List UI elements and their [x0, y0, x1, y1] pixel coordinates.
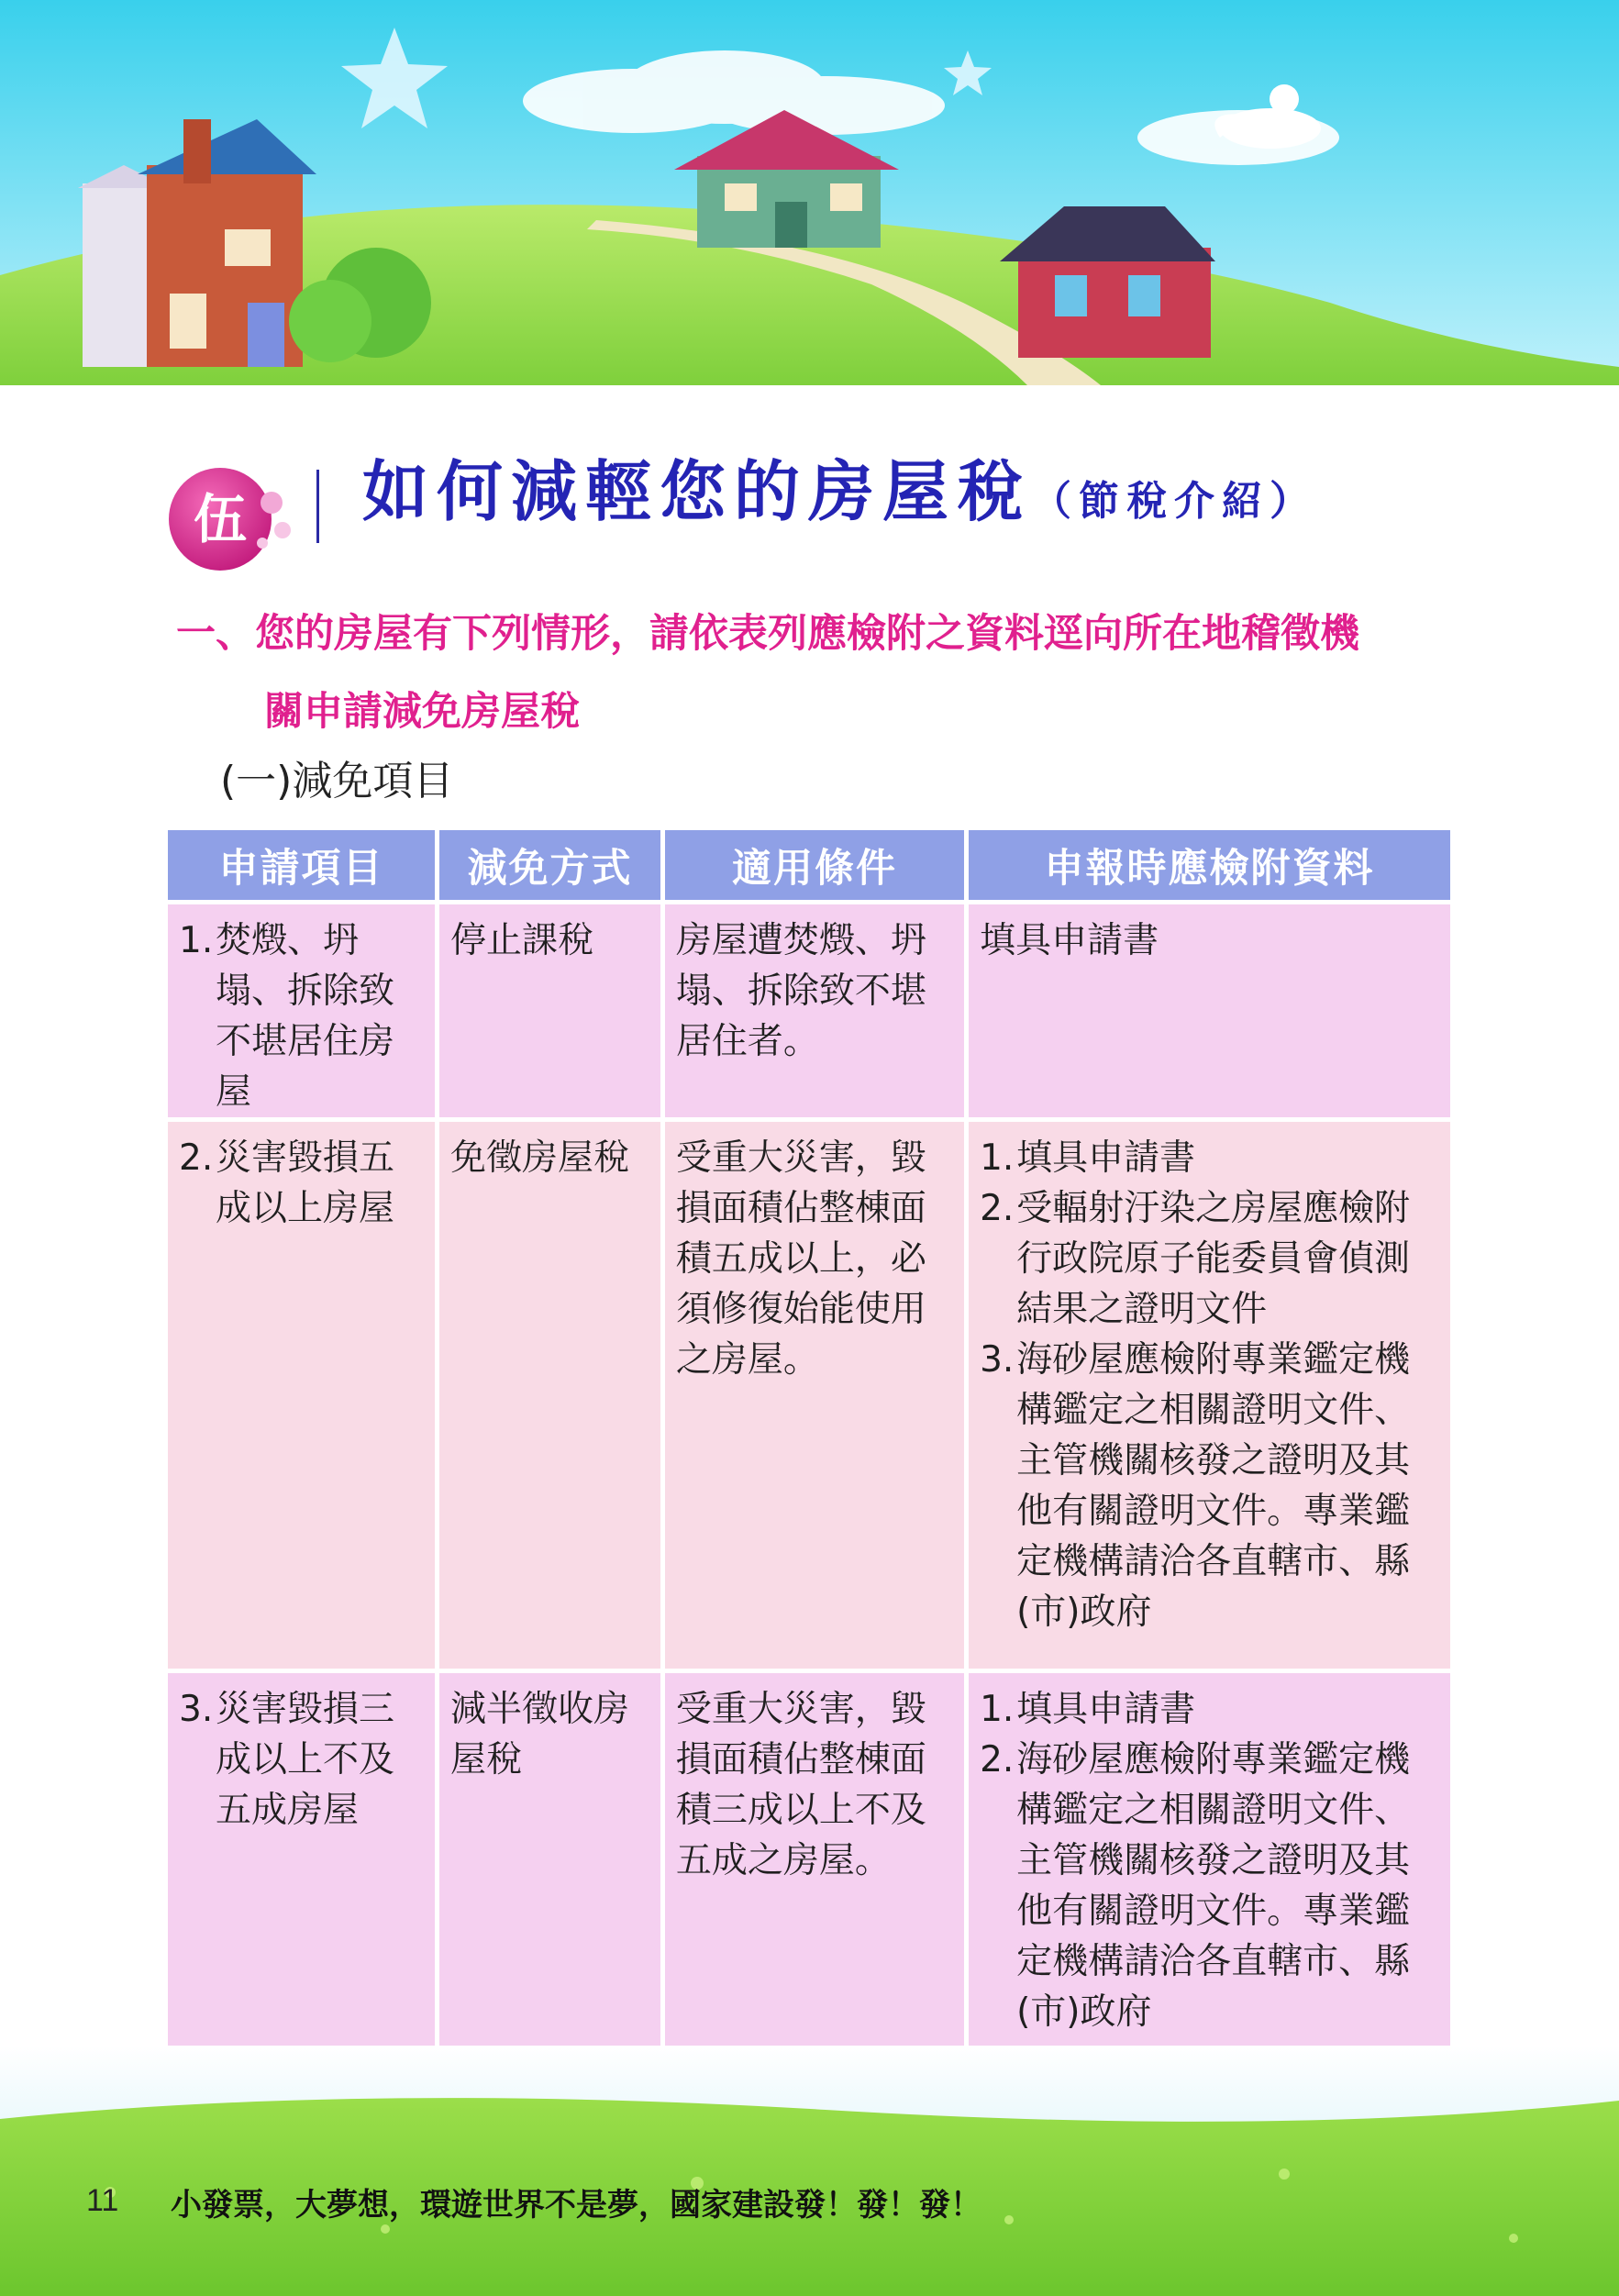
page-title-main: 如何減輕您的房屋稅: [362, 453, 1032, 530]
sub-heading: (一)減免項目: [220, 758, 454, 804]
page-number: 11: [86, 2183, 119, 2218]
page-title: [362, 453, 1318, 530]
document-item: [980, 1335, 1439, 1637]
page-title-subtitle: （節稅介紹）: [1031, 478, 1318, 525]
footer-illustration: [0, 2046, 1619, 2296]
document-item: [980, 1735, 1439, 2037]
item-number: 2.: [179, 1137, 214, 1179]
table-row: [168, 1673, 1450, 2064]
document-text: 填具申請書: [1016, 1137, 1196, 1179]
column-header-documents: 申報時應檢附資料: [969, 830, 1450, 900]
section-badge: [154, 459, 301, 578]
cell-method: 減半徵收房屋稅: [439, 1673, 660, 2064]
cell-condition: 房屋遭焚燬、坍塌、拆除致不堪居住者。: [665, 904, 964, 1117]
document-item: [980, 1684, 1439, 1735]
document-item: 填具申請書: [980, 920, 1159, 961]
cell-condition: 受重大災害，毀損面積佔整棟面積三成以上不及五成之房屋。: [665, 1673, 964, 2064]
document-text: 海砂屋應檢附專業鑑定機構鑑定之相關證明文件、主管機關核發之證明及其他有關證明文件。專業鑑定機構請洽各直轄市、縣(市)政府: [1016, 1339, 1411, 1633]
table-row: [168, 904, 1450, 1117]
document-text: 填具申請書: [1016, 1689, 1196, 1730]
column-header-method: 減免方式: [439, 830, 660, 900]
document-text: 海砂屋應檢附專業鑑定機構鑑定之相關證明文件、主管機關核發之證明及其他有關證明文件。專業鑑定機構請洽各直轄市、縣(市)政府: [1016, 1739, 1411, 2033]
cell-documents: [969, 904, 1450, 1117]
cell-item: [168, 904, 435, 1117]
document-item: [980, 1133, 1439, 1183]
cell-method: 免徵房屋稅: [439, 1122, 660, 1669]
item-text: 焚燬、坍塌、拆除致不堪居住房屋: [216, 920, 395, 1113]
document-number: 1.: [980, 1689, 1015, 1730]
title-divider: [316, 470, 319, 543]
document-text: 受輻射汙染之房屋應檢附行政院原子能委員會偵測結果之證明文件: [1016, 1188, 1411, 1330]
section-heading-line-2: 關申請減免房屋稅: [264, 689, 580, 735]
item-text: 災害毀損五成以上房屋: [216, 1137, 395, 1229]
item-number: 1.: [179, 920, 214, 961]
document-number: 2.: [980, 1739, 1015, 1780]
cell-condition: 受重大災害，毀損面積佔整棟面積五成以上，必須修復始能使用之房屋。: [665, 1122, 964, 1669]
cell-item: [168, 1122, 435, 1669]
section-badge-char: 伍: [193, 488, 248, 550]
table-row: [168, 1122, 1450, 1669]
column-header-condition: 適用條件: [665, 830, 964, 900]
document-number: 3.: [980, 1339, 1015, 1381]
table-header-row: [168, 830, 1450, 900]
cell-documents: [969, 1673, 1450, 2064]
header-illustration: [0, 0, 1619, 385]
column-header-item: 申請項目: [168, 830, 435, 900]
item-text: 災害毀損三成以上不及五成房屋: [216, 1689, 395, 1831]
section-heading-line-1: 一、您的房屋有下列情形，請依表列應檢附之資料逕向所在地稽徵機: [176, 611, 1359, 657]
document-number: 2.: [980, 1188, 1015, 1229]
cell-method: 停止課稅: [439, 904, 660, 1117]
relief-items-table: [163, 826, 1455, 2069]
document-number: 1.: [980, 1137, 1015, 1179]
document-item: [980, 1183, 1439, 1335]
cell-item: [168, 1673, 435, 2064]
footer-slogan: 小發票，大夢想，環遊世界不是夢，國家建設發！發！發！: [171, 2187, 981, 2224]
item-number: 3.: [179, 1689, 214, 1730]
cell-documents: [969, 1122, 1450, 1669]
